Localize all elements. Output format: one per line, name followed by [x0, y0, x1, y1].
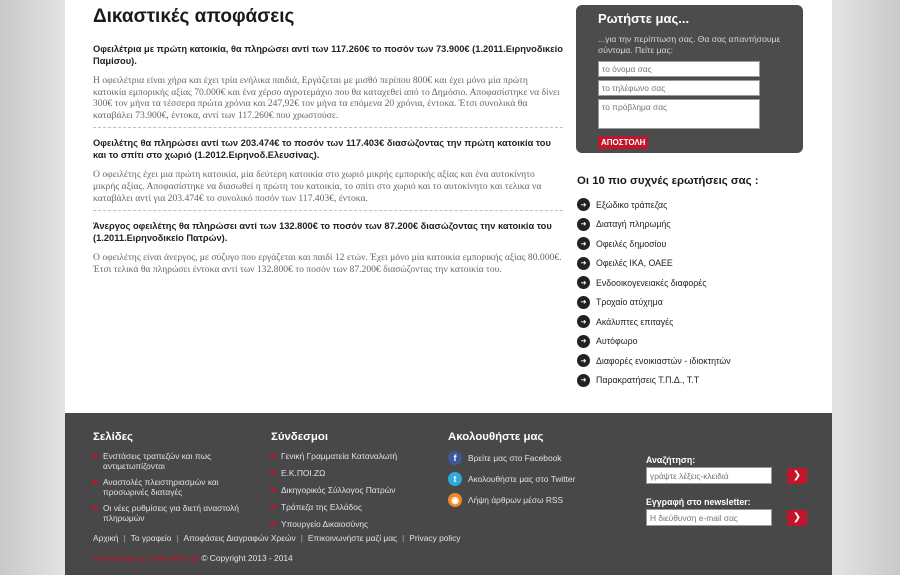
- rss-icon: ◉: [448, 493, 462, 507]
- faq-item[interactable]: [577, 371, 807, 391]
- footer-nav-decisions[interactable]: Αποφάσεις Διαγραφών Χρεών: [183, 533, 296, 543]
- newsletter-submit-icon[interactable]: ❯: [787, 510, 807, 526]
- footer-links: [271, 431, 397, 536]
- arrow-right-icon: ➜: [577, 315, 590, 328]
- arrow-right-icon: ➜: [577, 218, 590, 231]
- search-submit-icon[interactable]: ❯: [787, 468, 807, 484]
- footer-forms: [646, 455, 807, 539]
- facebook-icon: f: [448, 451, 462, 465]
- faq-item-label: Οφειλές ΙΚΑ, ΟΑΕΕ: [596, 258, 673, 269]
- main-content: [93, 6, 563, 290]
- faq-item-label: Εξώδικο τράπεζας: [596, 199, 668, 210]
- footer-page-link[interactable]: Ενστάσεις τραπεζών και πως αντιμετωπίζονται: [93, 451, 251, 471]
- arrow-right-icon: ➜: [577, 374, 590, 387]
- faq-item-label: Αυτόφωρο: [596, 336, 638, 347]
- copyright-text: © Copyright 2013 - 2014: [201, 553, 293, 563]
- footer-nav-home[interactable]: Αρχική: [93, 533, 119, 543]
- search-input[interactable]: [646, 467, 772, 484]
- phone-input[interactable]: [598, 80, 760, 96]
- contact-title: Ρωτήστε μας...: [598, 11, 690, 26]
- twitter-link[interactable]: [448, 472, 575, 486]
- article-body: Ο οφειλέτης έχει μια πρώτη κατοικία, μία δεύτερη κατοικία στο χωριό μικρής εμπορικής αξίας και ένα αυτοκίνητο μικρής αξίας. Αποφασίστηκε να διασωθεί η πρώτη του κατοικία, το σπίτι στο χωριό και το αυτοκίνητο και τελικα να καταβάλει αντί για 203.474€ το συνολικό ποσόν των 117.403€, έντοκα.: [93, 169, 542, 204]
- article: [93, 220, 563, 281]
- faq-item[interactable]: [577, 312, 807, 332]
- footer-links-title: Σύνδεσμοι: [271, 431, 328, 443]
- nav-separator: |: [123, 533, 126, 543]
- article-body: Η οφειλέτρια είναι χήρα και έχει τρία ενήλικα παιδιά, Εργάζεται με μισθό περίπου 800€ και έχει μόνο μία πρώτη κατοικία εμπορικής αξίας 70.000€ και ένα χέρσο αγροτεμάχιο που θα καταχεθεί από το Δημόσιο. Αποφασίστηκε να δίνει 300€ τον μήνα τα τέσσερα πρώτα χρόνια και 247,92€ τον μήνα τα επόμενα 20 χρόνια, έντοκα. Έτσι συνολικά θα καταβάλει 73.900€, έντοκα, αντί των 117.260€ που χρωστούσε.: [93, 75, 560, 121]
- faq-item-label: Διαφορές ενοικιαστών - ιδιοκτητών: [596, 355, 731, 366]
- article-headline[interactable]: Άνεργος οφειλέτης θα πληρώσει αντί των 132.800€ το ποσόν των 87.200€ διασώζοντας την κατοικία του (1.2011.Ειρηνοδικείο Πατρών).: [93, 221, 552, 244]
- facebook-link-label: Βρείτε μας στο Facebook: [468, 453, 562, 463]
- faq-section: [577, 175, 807, 390]
- footer-link[interactable]: Υπουργείο Δικαιοσύνης: [271, 519, 397, 529]
- faq-title: Οι 10 πιο συχνές ερωτήσεις σας :: [577, 175, 759, 187]
- faq-list: [577, 195, 807, 390]
- footer-nav-contact[interactable]: Επικοινωνήστε μαζί μας: [307, 533, 398, 543]
- problem-textarea[interactable]: [598, 99, 760, 129]
- newsletter-email-input[interactable]: [646, 509, 772, 526]
- twitter-link-label: Ακολουθήστε μας στο Twitter: [468, 474, 576, 484]
- footer-page-link[interactable]: Αναστολές πλειστηριασμών και προσωρινές διαταγές: [93, 477, 251, 497]
- faq-item[interactable]: [577, 332, 807, 352]
- nav-separator: |: [176, 533, 179, 543]
- facebook-link[interactable]: [448, 451, 575, 465]
- footer-social-title: Ακολουθήστε μας: [448, 431, 544, 443]
- footer-nav-privacy[interactable]: Privacy policy: [409, 533, 461, 543]
- send-button[interactable]: ΑΠΟΣΤΟΛΗ: [598, 136, 648, 149]
- footer-link[interactable]: Τράπεζα της Ελλάδος: [271, 502, 397, 512]
- faq-item[interactable]: [577, 215, 807, 235]
- arrow-right-icon: ➜: [577, 198, 590, 211]
- rss-link-label: Λήψη άρθρων μέσω RSS: [468, 495, 564, 505]
- search-label: Αναζήτηση:: [646, 455, 696, 465]
- article: [93, 137, 563, 211]
- footer-link[interactable]: Γενική Γραμματεία Καταναλωτή: [271, 451, 397, 461]
- faq-item[interactable]: [577, 273, 807, 293]
- footer-pages-title: Σελίδες: [93, 431, 133, 443]
- footer-link[interactable]: Δικηγορικός Σύλλογος Πατρών: [271, 485, 397, 495]
- nav-separator: |: [402, 533, 405, 543]
- page: [65, 0, 832, 575]
- arrow-right-icon: ➜: [577, 354, 590, 367]
- faq-item-label: Οφειλές δημοσίου: [596, 238, 667, 249]
- faq-item-label: Παρακρατήσεις Τ.Π.Δ., Τ.Τ: [596, 375, 700, 386]
- faq-item-label: Ενδοοικογενειακές διαφορές: [596, 277, 707, 288]
- name-input[interactable]: [598, 61, 760, 77]
- article-headline[interactable]: Οφειλέτης θα πληρώσει αντί των 203.474€ το ποσόν των 117.403€ διασώζοντας την πρώτη κατοικία του και το σπίτι στο χωριό (1.2012.Ειρηνοδ.Ελευσίνας).: [93, 138, 551, 161]
- article-body: Ο οφειλέτης είναι άνεργος, με σύζυγο που εργάζεται και παιδί 12 ετών. Έχει μόνο μία κατοικία εμπορικής αξίας 80.000€. Έτσι τελικά θα πληρώσει έντοκα αντί των 132.800€ το ποσόν των 87.200€ διασώζοντας την κατοικία του.: [93, 252, 562, 275]
- article-headline[interactable]: Οφειλέτρια με πρώτη κατοικία, θα πληρώσει αντί των 117.260€ το ποσόν των 73.900€ (1.2011.Ειρηνοδικείο Παμίσου).: [93, 44, 563, 66]
- contact-box: [576, 5, 803, 153]
- faq-item-label: Τροχαίο ατύχημα: [596, 297, 663, 308]
- copyright: [93, 553, 293, 563]
- footer-social: [448, 431, 575, 514]
- article: [93, 43, 563, 128]
- rss-link[interactable]: [448, 493, 575, 507]
- faq-item[interactable]: [577, 293, 807, 313]
- newsletter-label: Εγγραφή στο newsletter:: [646, 497, 751, 507]
- footer-link[interactable]: Ε.Κ.ΠΟΙ.ΖΩ: [271, 468, 397, 478]
- faq-item[interactable]: [577, 351, 807, 371]
- footer-page-link[interactable]: Οι νέες ρυθμίσεις για διετή αναστολή πληρωμών: [93, 503, 251, 523]
- footer-nav: [93, 533, 461, 543]
- arrow-right-icon: ➜: [577, 296, 590, 309]
- arrow-right-icon: ➜: [577, 257, 590, 270]
- arrow-right-icon: ➜: [577, 335, 590, 348]
- twitter-icon: t: [448, 472, 462, 486]
- nav-separator: |: [300, 533, 303, 543]
- contact-intro: ...για την περίπτωση σας. Θα σας απαντήσουμε σύντομα. Πείτε μας:: [598, 34, 781, 55]
- footer: [65, 413, 832, 575]
- faq-item[interactable]: [577, 234, 807, 254]
- arrow-right-icon: ➜: [577, 237, 590, 250]
- footer-pages: [93, 431, 251, 529]
- page-title: Δικαστικές αποφάσεις: [93, 6, 295, 27]
- footer-nav-office[interactable]: Το γραφείο: [130, 533, 172, 543]
- arrow-right-icon: ➜: [577, 276, 590, 289]
- faq-item-label: Ακάλυπτες επιταγές: [596, 316, 674, 327]
- faq-item[interactable]: [577, 195, 807, 215]
- footer-brand[interactable]: antiradasan.gr, antiratemy.gr: [93, 553, 199, 563]
- faq-item-label: Διαταγή πληρωμής: [596, 219, 671, 230]
- faq-item[interactable]: [577, 254, 807, 274]
